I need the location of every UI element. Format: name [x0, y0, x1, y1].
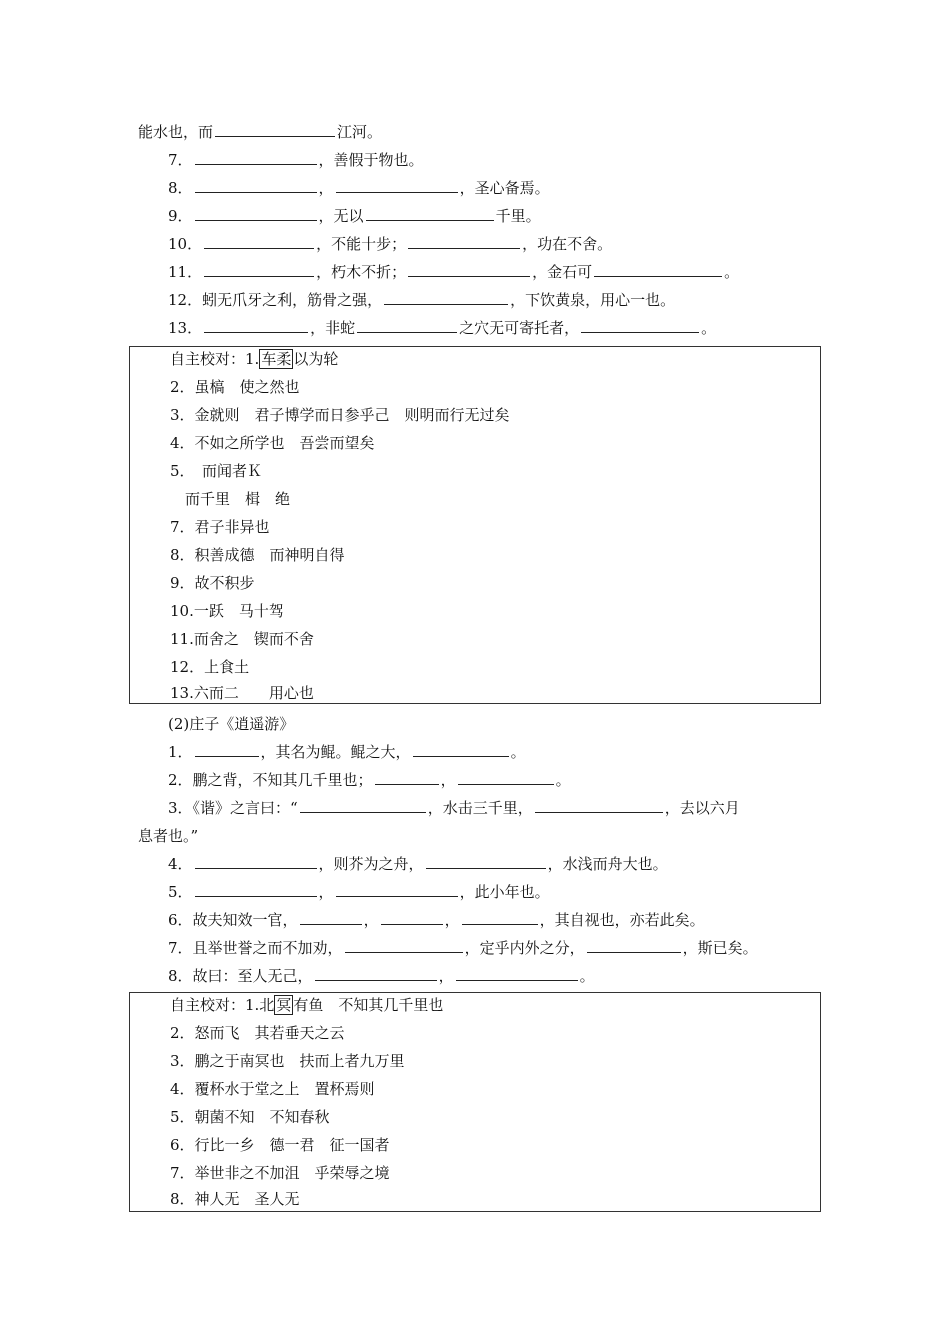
- question-number: 13．: [168, 319, 203, 337]
- answer-line: 4．不如之所学也 吾尝而望矣: [170, 434, 375, 452]
- question-number: 1．: [168, 743, 193, 761]
- text-fragment: ，无以: [318, 207, 364, 225]
- text-fragment: ，: [318, 883, 334, 901]
- fill-blank[interactable]: [300, 910, 362, 925]
- question-3-continuation: 息者也。”: [138, 827, 199, 845]
- text-fragment: ，朽木不折；: [316, 263, 407, 281]
- question-8: [168, 966, 595, 986]
- text-fragment: ，金石可: [532, 263, 593, 281]
- question-8: [168, 178, 550, 198]
- text-fragment: 江河。: [337, 123, 383, 141]
- fill-blank[interactable]: [426, 854, 546, 869]
- text-fragment: ，非蛇: [310, 319, 356, 337]
- text-fragment: ，: [440, 771, 456, 789]
- fill-blank[interactable]: [456, 966, 578, 981]
- fill-blank[interactable]: [581, 318, 699, 333]
- question-12: [168, 290, 675, 310]
- question-11: [168, 262, 739, 282]
- text-fragment: ，善假于物也。: [318, 151, 424, 169]
- question-number: 4．: [168, 855, 193, 873]
- fill-blank[interactable]: [384, 290, 508, 305]
- fill-blank[interactable]: [594, 262, 722, 277]
- answer-line: 6．行比一乡 德一君 征一国者: [170, 1136, 390, 1154]
- question-number: 2．: [168, 771, 193, 789]
- answer-text: 以为轮: [293, 350, 339, 368]
- fill-blank[interactable]: [195, 206, 317, 221]
- answer-line: 8．神人无 圣人无: [170, 1190, 300, 1208]
- fill-blank[interactable]: [300, 798, 426, 813]
- fill-blank[interactable]: [408, 262, 530, 277]
- fill-blank[interactable]: [345, 938, 463, 953]
- text-fragment: ，其名为鲲。鲲之大，: [260, 743, 411, 761]
- question-number: 6．: [168, 911, 193, 929]
- text-fragment: ，水浅而舟大也。: [547, 855, 668, 873]
- answer-line: 3．金就则 君子博学而日参乎己 则明而行无过矣: [170, 406, 510, 424]
- answer-line: 11.而舍之 锲而不舍: [170, 630, 314, 648]
- fill-blank[interactable]: [204, 234, 314, 249]
- question-10: [168, 234, 612, 254]
- fill-blank[interactable]: [204, 318, 308, 333]
- question-5: [168, 882, 550, 902]
- answer-key-box: [129, 992, 821, 1212]
- answer-line: 7．举世非之不加沮 乎荣辱之境: [170, 1164, 390, 1182]
- text-fragment: ，去以六月: [664, 799, 740, 817]
- fill-blank[interactable]: [195, 150, 317, 165]
- question-9: [168, 206, 541, 226]
- answer-line: 5．朝菌不知 不知春秋: [170, 1108, 330, 1126]
- question-number: 10．: [168, 235, 203, 253]
- text-fragment: 且举世誉之而不加劝，: [192, 939, 343, 957]
- text-fragment: ，其自视也，亦若此矣。: [539, 911, 705, 929]
- question-1: [168, 742, 526, 762]
- fill-blank[interactable]: [195, 742, 259, 757]
- answer-line: 2．怒而飞 其若垂天之云: [170, 1024, 345, 1042]
- answer-key-title: [170, 995, 443, 1015]
- text-fragment: ，则芥为之舟，: [318, 855, 424, 873]
- question-number: 7．: [168, 939, 193, 957]
- answer-line: 2．虽槁 使之然也: [170, 378, 300, 396]
- answer-line: 12．上食土: [170, 658, 250, 676]
- answer-key-label: 自主校对：1.北: [170, 996, 275, 1014]
- answer-key-box: [129, 346, 821, 704]
- text-line-continuation: [138, 122, 382, 142]
- text-fragment: ，: [444, 911, 460, 929]
- text-fragment: ，此小年也。: [459, 883, 550, 901]
- text-fragment: ，水击三千里，: [427, 799, 533, 817]
- fill-blank[interactable]: [458, 770, 554, 785]
- text-fragment: 故曰：至人无己，: [192, 967, 313, 985]
- fill-blank[interactable]: [315, 966, 437, 981]
- answer-line: 而千里 楫 绝: [170, 490, 291, 508]
- text-fragment: 《谐》之言曰：“: [192, 799, 298, 817]
- question-4: [168, 854, 668, 874]
- question-number: 11．: [168, 263, 203, 281]
- text-fragment: ，: [363, 911, 379, 929]
- question-number: 12．: [168, 291, 203, 309]
- question-number: 8．: [168, 179, 193, 197]
- fill-blank[interactable]: [413, 742, 509, 757]
- fill-blank[interactable]: [587, 938, 681, 953]
- text-fragment: 鹏之背，不知其几千里也；: [192, 771, 373, 789]
- text-fragment: 千里。: [495, 207, 541, 225]
- question-3: [168, 798, 740, 818]
- text-fragment: 。: [724, 263, 740, 281]
- fill-blank[interactable]: [204, 262, 314, 277]
- question-6: [168, 910, 705, 930]
- fill-blank[interactable]: [375, 770, 439, 785]
- boxed-answer: 冥: [276, 996, 292, 1014]
- text-fragment: ，: [318, 179, 334, 197]
- question-number: 5．: [168, 883, 193, 901]
- boxed-answer: 车柔: [261, 350, 292, 368]
- text-fragment: 。: [701, 319, 717, 337]
- text-fragment: 。: [555, 771, 571, 789]
- question-number: 8．: [168, 967, 193, 985]
- fill-blank[interactable]: [195, 854, 317, 869]
- fill-blank[interactable]: [195, 178, 317, 193]
- answer-line: 7．君子非异也: [170, 518, 270, 536]
- text-fragment: ，圣心备焉。: [459, 179, 550, 197]
- question-7: [168, 938, 758, 958]
- text-fragment: 蚓无爪牙之利，筋骨之强，: [202, 291, 383, 309]
- fill-blank[interactable]: [381, 910, 443, 925]
- text-fragment: ，定乎内外之分，: [464, 939, 585, 957]
- answer-key-label: 自主校对：1.: [170, 350, 260, 368]
- answer-line: 9．故不积步: [170, 574, 255, 592]
- fill-blank[interactable]: [215, 122, 335, 137]
- text-fragment: ，斯已矣。: [682, 939, 758, 957]
- answer-line: 13.六而二 用心也: [170, 684, 314, 702]
- fill-blank[interactable]: [462, 910, 538, 925]
- question-number: 9．: [168, 207, 193, 225]
- text-fragment: ，下饮黄泉，用心一也。: [510, 291, 676, 309]
- text-fragment: 之穴无可寄托者，: [459, 319, 580, 337]
- answer-line: 4．覆杯水于堂之上 置杯焉则: [170, 1080, 375, 1098]
- text-fragment: 。: [510, 743, 526, 761]
- answer-line: 10.一跃 马十驾: [170, 602, 284, 620]
- fill-blank[interactable]: [357, 318, 457, 333]
- question-number: 7．: [168, 151, 193, 169]
- text-fragment: 。: [579, 967, 595, 985]
- fill-blank[interactable]: [336, 178, 458, 193]
- fill-blank[interactable]: [366, 206, 494, 221]
- question-7: [168, 150, 424, 170]
- question-2: [168, 770, 571, 790]
- text-fragment: ，功在不舍。: [522, 235, 613, 253]
- fill-blank[interactable]: [408, 234, 520, 249]
- fill-blank[interactable]: [336, 882, 458, 897]
- section-heading: (2)庄子《逍遥游》: [168, 715, 295, 733]
- fill-blank[interactable]: [195, 882, 317, 897]
- text-fragment: ，不能十步；: [316, 235, 407, 253]
- answer-line: 3．鹏之于南冥也 扶而上者九万里: [170, 1052, 405, 1070]
- text-fragment: 故夫知效一官，: [192, 911, 298, 929]
- answer-line: 5． 而闻者Ｋ: [170, 462, 263, 480]
- question-13: [168, 318, 716, 338]
- fill-blank[interactable]: [535, 798, 663, 813]
- question-number: 3．: [168, 799, 193, 817]
- answer-line: 8．积善成德 而神明自得: [170, 546, 345, 564]
- text-fragment: 能水也，而: [138, 123, 214, 141]
- text-fragment: ，: [438, 967, 454, 985]
- answer-key-title: [170, 349, 338, 369]
- answer-text: 有鱼 不知其几千里也: [293, 996, 444, 1014]
